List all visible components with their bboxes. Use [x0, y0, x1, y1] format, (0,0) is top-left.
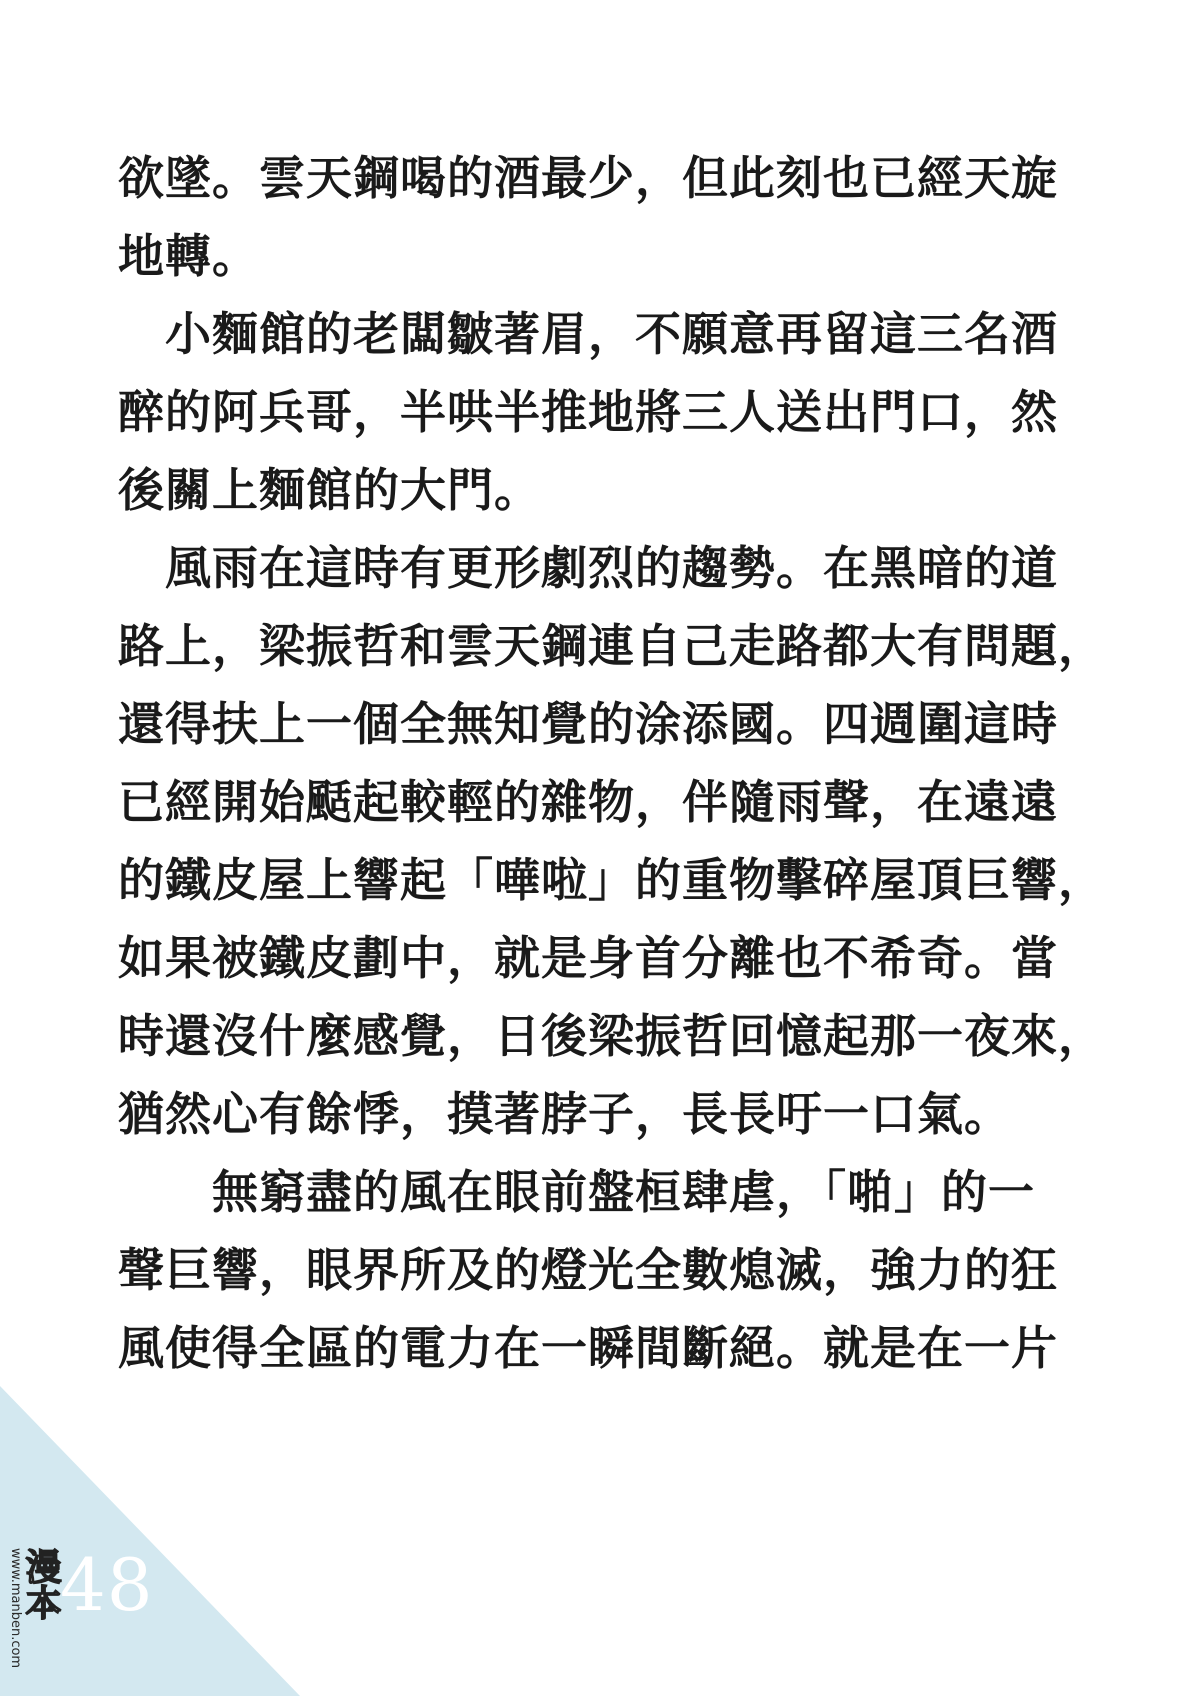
text-line: 小麵館的老闆皺著眉，不願意再留這三名酒: [118, 307, 1058, 361]
text-line: 後關上麵館的大門。: [118, 463, 541, 517]
text-line: 的鐵皮屋上響起「嘩啦」的重物擊碎屋頂巨響，: [118, 853, 1105, 907]
text-line: 醉的阿兵哥，半哄半推地將三人送出門口，然: [118, 385, 1058, 439]
text-line: 風雨在這時有更形劇烈的趨勢。在黑暗的道: [118, 541, 1058, 595]
text-line: 還得扶上一個全無知覺的涂添國。四週圍這時: [118, 697, 1058, 751]
text-line: 路上，梁振哲和雲天鋼連自己走路都大有問題，: [118, 619, 1105, 673]
text-line: 如果被鐵皮劃中，就是身首分離也不希奇。當: [118, 931, 1058, 985]
text-line: 時還沒什麼感覺，日後梁振哲回憶起那一夜來，: [118, 1009, 1105, 1063]
page-number: 48: [60, 1543, 154, 1627]
text-line: 聲巨響，眼界所及的燈光全數熄滅，強力的狂: [118, 1243, 1058, 1297]
text-line: 地轉。: [118, 229, 259, 283]
text-line: 風使得全區的電力在一瞬間斷絕。就是在一片: [118, 1321, 1058, 1375]
watermark-url: www.manben.com: [8, 1548, 23, 1669]
text-line: 已經開始颳起較輕的雜物，伴隨雨聲，在遠遠: [118, 775, 1058, 829]
watermark-logo: 漫本: [20, 1548, 61, 1620]
text-line: 猶然心有餘悸，摸著脖子，長長吁一口氣。: [118, 1087, 1011, 1141]
text-line: 欲墜。雲天鋼喝的酒最少，但此刻也已經天旋: [118, 151, 1058, 205]
corner-decoration: [0, 1366, 300, 1696]
text-line: 無窮盡的風在眼前盤桓肆虐，「啪」的一: [118, 1165, 1035, 1219]
